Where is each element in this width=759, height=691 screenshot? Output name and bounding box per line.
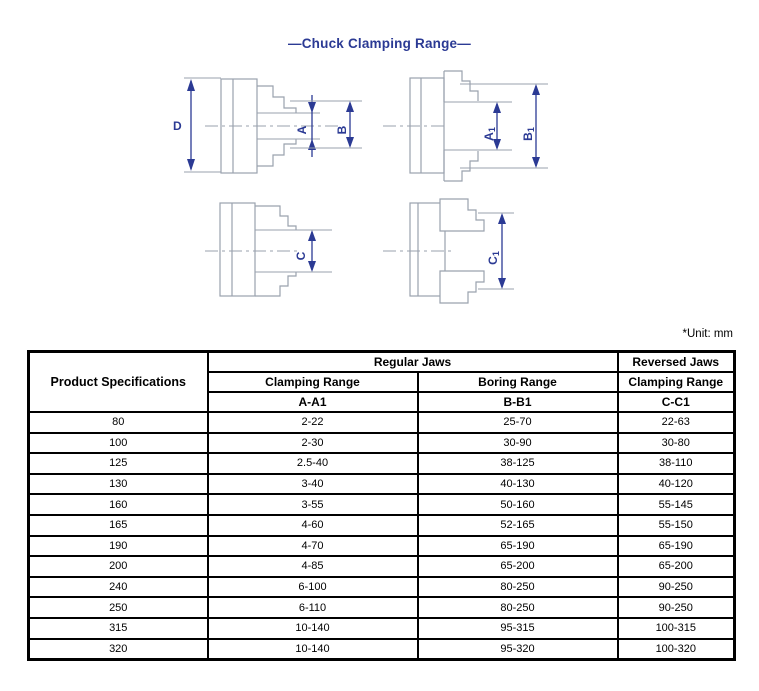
table-cell: 125	[29, 453, 208, 474]
table-cell: 40-130	[418, 474, 618, 495]
table-row	[29, 474, 735, 495]
label-a: A	[295, 125, 309, 135]
table-cell: 4-60	[208, 515, 418, 536]
header-row-groups	[29, 352, 735, 373]
label-a1: A1	[482, 127, 497, 141]
table-cell: 40-120	[618, 474, 735, 495]
label-b1: B1	[521, 127, 536, 141]
table-cell: 10-140	[208, 639, 418, 660]
table-cell: 320	[29, 639, 208, 660]
table-cell: 80-250	[418, 597, 618, 618]
table-cell: 100-315	[618, 618, 735, 639]
table-cell: 200	[29, 556, 208, 577]
table-cell: 30-80	[618, 433, 735, 454]
table-cell: 10-140	[208, 618, 418, 639]
table-row	[29, 597, 735, 618]
table-cell: 25-70	[418, 412, 618, 433]
table-cell: 165	[29, 515, 208, 536]
table-cell: 3-55	[208, 494, 418, 515]
table-row	[29, 433, 735, 454]
diagram-reversed-jaws-c1	[383, 199, 514, 303]
table-cell: 65-200	[618, 556, 735, 577]
table-cell: 100-320	[618, 639, 735, 660]
table-row	[29, 494, 735, 515]
table-row	[29, 618, 735, 639]
header-product-specifications: Product Specifications	[29, 352, 208, 413]
dimension-arrow-b	[290, 101, 362, 148]
table-cell: 38-125	[418, 453, 618, 474]
table-row	[29, 515, 735, 536]
page-title: —Chuck Clamping Range—	[288, 36, 471, 51]
table-cell: 160	[29, 494, 208, 515]
table-cell: 95-315	[418, 618, 618, 639]
table-cell: 52-165	[418, 515, 618, 536]
table-cell: 80	[29, 412, 208, 433]
header-reversed-jaws: Reversed Jaws	[618, 352, 735, 373]
table-cell: 2-30	[208, 433, 418, 454]
header-col-b-b1: B-B1	[418, 392, 618, 412]
chuck-diagrams	[0, 0, 759, 345]
table-cell: 30-90	[418, 433, 618, 454]
table-row	[29, 639, 735, 660]
table-cell: 50-160	[418, 494, 618, 515]
label-b: B	[335, 125, 349, 135]
table-cell: 6-100	[208, 577, 418, 598]
dimension-arrow-d	[173, 78, 221, 172]
diagram-reversed-jaws-c	[205, 203, 332, 296]
table-cell: 65-190	[418, 536, 618, 557]
table-cell: 2.5-40	[208, 453, 418, 474]
table-row	[29, 412, 735, 433]
label-d: D	[173, 119, 182, 133]
table-cell: 315	[29, 618, 208, 639]
spec-table-header	[29, 352, 735, 413]
spec-table-container	[27, 350, 733, 661]
table-row	[29, 556, 735, 577]
table-cell: 6-110	[208, 597, 418, 618]
unit-note: *Unit: mm	[682, 328, 733, 340]
table-cell: 100	[29, 433, 208, 454]
table-cell: 4-85	[208, 556, 418, 577]
table-cell: 240	[29, 577, 208, 598]
spec-table-body	[29, 412, 735, 660]
table-row	[29, 453, 735, 474]
table-cell: 55-150	[618, 515, 735, 536]
table-cell: 80-250	[418, 577, 618, 598]
dimension-arrow-c	[294, 230, 316, 272]
header-regular-jaws: Regular Jaws	[208, 352, 618, 373]
label-c: C	[294, 251, 308, 261]
table-cell: 65-190	[618, 536, 735, 557]
table-cell: 95-320	[418, 639, 618, 660]
table-cell: 55-145	[618, 494, 735, 515]
table-cell: 90-250	[618, 597, 735, 618]
table-cell: 90-250	[618, 577, 735, 598]
table-cell: 65-200	[418, 556, 618, 577]
table-cell: 250	[29, 597, 208, 618]
header-clamping-range: Clamping Range	[208, 372, 418, 392]
table-cell: 130	[29, 474, 208, 495]
label-c1: C1	[486, 251, 501, 265]
table-cell: 38-110	[618, 453, 735, 474]
table-cell: 3-40	[208, 474, 418, 495]
header-col-c-c1: C-C1	[618, 392, 735, 412]
diagram-regular-jaws-side	[173, 78, 362, 173]
table-cell: 22-63	[618, 412, 735, 433]
header-col-a-a1: A-A1	[208, 392, 418, 412]
table-row	[29, 577, 735, 598]
table-cell: 2-22	[208, 412, 418, 433]
header-reversed-clamping-range: Clamping Range	[618, 372, 735, 392]
table-row	[29, 536, 735, 557]
spec-table	[27, 350, 736, 661]
header-boring-range: Boring Range	[418, 372, 618, 392]
table-cell: 4-70	[208, 536, 418, 557]
diagram-regular-jaws-extended	[383, 71, 548, 181]
dimension-arrow-a1	[482, 102, 501, 150]
table-cell: 190	[29, 536, 208, 557]
dimension-arrow-b1	[460, 84, 548, 168]
